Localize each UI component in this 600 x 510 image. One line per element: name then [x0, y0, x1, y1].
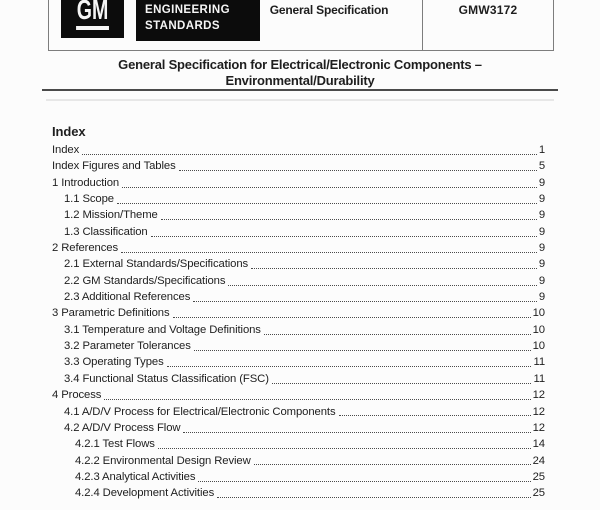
toc-dot-leader	[179, 158, 537, 171]
toc-entry	[0, 240, 545, 256]
toc-dot-leader	[254, 453, 531, 466]
toc-entry	[0, 387, 545, 403]
toc-entry	[0, 485, 545, 501]
toc-dot-leader	[264, 322, 531, 335]
toc-entry-label: 3.4 Functional Status Classification (FSC)	[64, 372, 269, 385]
toc-dot-leader	[104, 387, 530, 400]
toc-dot-leader	[194, 338, 531, 351]
toc-entry-page: 11	[533, 356, 545, 369]
toc-entry-page: 9	[538, 242, 545, 255]
toc-entry-page: 5	[538, 160, 545, 173]
toc-entry-label: 1.2 Mission/Theme	[64, 209, 158, 222]
doc-number-label: GMW3172	[458, 3, 518, 17]
toc-entry-label: 3.1 Temperature and Voltage Definitions	[64, 323, 261, 336]
toc-entry-page: 24	[532, 454, 545, 467]
toc-dot-leader	[161, 207, 537, 220]
title-line-1: General Specification for Electrical/Electronic Components –	[118, 57, 482, 72]
toc-dot-leader	[198, 469, 530, 482]
toc-entry-page: 9	[538, 193, 545, 206]
toc-entry	[0, 404, 545, 420]
document-title	[0, 57, 600, 88]
gm-logo-text: GM	[76, 0, 109, 30]
title-line-2: Environmental/Durability	[225, 72, 375, 88]
toc-entry-label: 2.2 GM Standards/Specifications	[64, 274, 226, 287]
toc-entry-label: 4.1 A/D/V Process for Electrical/Electronic Components	[64, 405, 336, 418]
toc-entry	[0, 371, 545, 387]
toc-dot-leader	[193, 289, 537, 302]
toc-entry-label: 2 References	[52, 242, 118, 255]
toc-entry	[0, 256, 545, 272]
toc-entry-label: 4.2.1 Test Flows	[75, 438, 155, 451]
toc-entry-page: 12	[532, 405, 545, 418]
toc-dot-leader	[173, 305, 531, 318]
toc-entry-label: 4 Process	[52, 389, 102, 402]
toc-entry-label: 4.2.3 Analytical Activities	[75, 470, 196, 483]
standards-line-2: STANDARDS	[145, 19, 220, 32]
toc-entry	[0, 322, 545, 338]
toc-entry	[0, 453, 545, 469]
toc-list	[0, 142, 545, 502]
toc-entry	[0, 305, 545, 321]
toc-entry-label: 4.2.4 Development Activities	[75, 487, 215, 500]
toc-entry-page: 9	[538, 291, 545, 304]
toc-dot-leader	[251, 256, 537, 269]
toc-dot-leader	[167, 354, 532, 367]
toc-entry	[0, 142, 545, 158]
toc-dot-leader	[122, 175, 537, 188]
toc-entry-page: 10	[532, 340, 545, 353]
toc-entry-label: 1.1 Scope	[64, 193, 114, 206]
toc-dot-leader	[117, 191, 537, 204]
toc-entry	[0, 338, 545, 354]
toc-entry-page: 25	[532, 470, 545, 483]
toc-dot-leader	[339, 404, 531, 417]
toc-dot-leader	[228, 273, 536, 286]
toc-entry-label: 4.2.2 Environmental Design Review	[75, 454, 251, 467]
scan-artifact-line	[46, 99, 554, 101]
toc-entry-page: 25	[532, 487, 545, 500]
toc-entry-page: 10	[532, 307, 545, 320]
toc-entry-label: 3.3 Operating Types	[64, 356, 164, 369]
toc-entry	[0, 175, 545, 191]
toc-entry-label: 3 Parametric Definitions	[52, 307, 170, 320]
toc-entry-label: 2.1 External Standards/Specifications	[64, 258, 249, 271]
toc-dot-leader	[82, 142, 537, 155]
toc-dot-leader	[151, 224, 537, 237]
toc-entry-page: 9	[538, 225, 545, 238]
toc-entry-page: 9	[538, 274, 545, 287]
toc-entry-label: 4.2 A/D/V Process Flow	[64, 421, 181, 434]
toc-dot-leader	[158, 436, 531, 449]
index-heading: Index	[52, 124, 86, 139]
toc-entry-label: 1 Introduction	[52, 176, 120, 189]
toc-entry	[0, 273, 545, 289]
toc-entry-page: 9	[538, 176, 545, 189]
title-rule	[42, 89, 558, 91]
toc-entry-label: 3.2 Parameter Tolerances	[64, 340, 191, 353]
toc-entry	[0, 469, 545, 485]
toc-entry	[0, 436, 545, 452]
standards-line-1: ENGINEERING	[145, 4, 230, 16]
toc-entry	[0, 191, 545, 207]
toc-entry-page: 9	[538, 209, 545, 222]
toc-entry-label: 2.3 Additional References	[64, 291, 191, 304]
gm-logo	[61, 0, 124, 38]
toc-entry-page: 12	[532, 389, 545, 402]
toc-dot-leader	[121, 240, 537, 253]
toc-entry-label: 1.3 Classification	[64, 225, 148, 238]
toc-entry	[0, 224, 545, 240]
toc-dot-leader	[272, 371, 532, 384]
toc-entry-page: 1	[538, 144, 545, 156]
toc-entry-label: Index Figures and Tables	[52, 160, 176, 173]
toc-entry	[0, 354, 545, 370]
toc-entry	[0, 289, 545, 305]
doc-type-label: General Specification	[269, 3, 389, 17]
toc-dot-leader	[217, 485, 531, 498]
toc-entry-page: 10	[532, 323, 545, 336]
header-table	[48, 0, 554, 51]
toc-entry-label: Index	[52, 144, 80, 156]
toc-entry	[0, 158, 545, 174]
toc-dot-leader	[183, 420, 530, 433]
toc-entry	[0, 420, 545, 436]
toc-entry-page: 14	[532, 438, 545, 451]
toc-entry-page: 11	[533, 372, 545, 385]
toc-entry-page: 9	[538, 258, 545, 271]
toc-entry-page: 12	[532, 421, 545, 434]
toc-entry	[0, 207, 545, 223]
